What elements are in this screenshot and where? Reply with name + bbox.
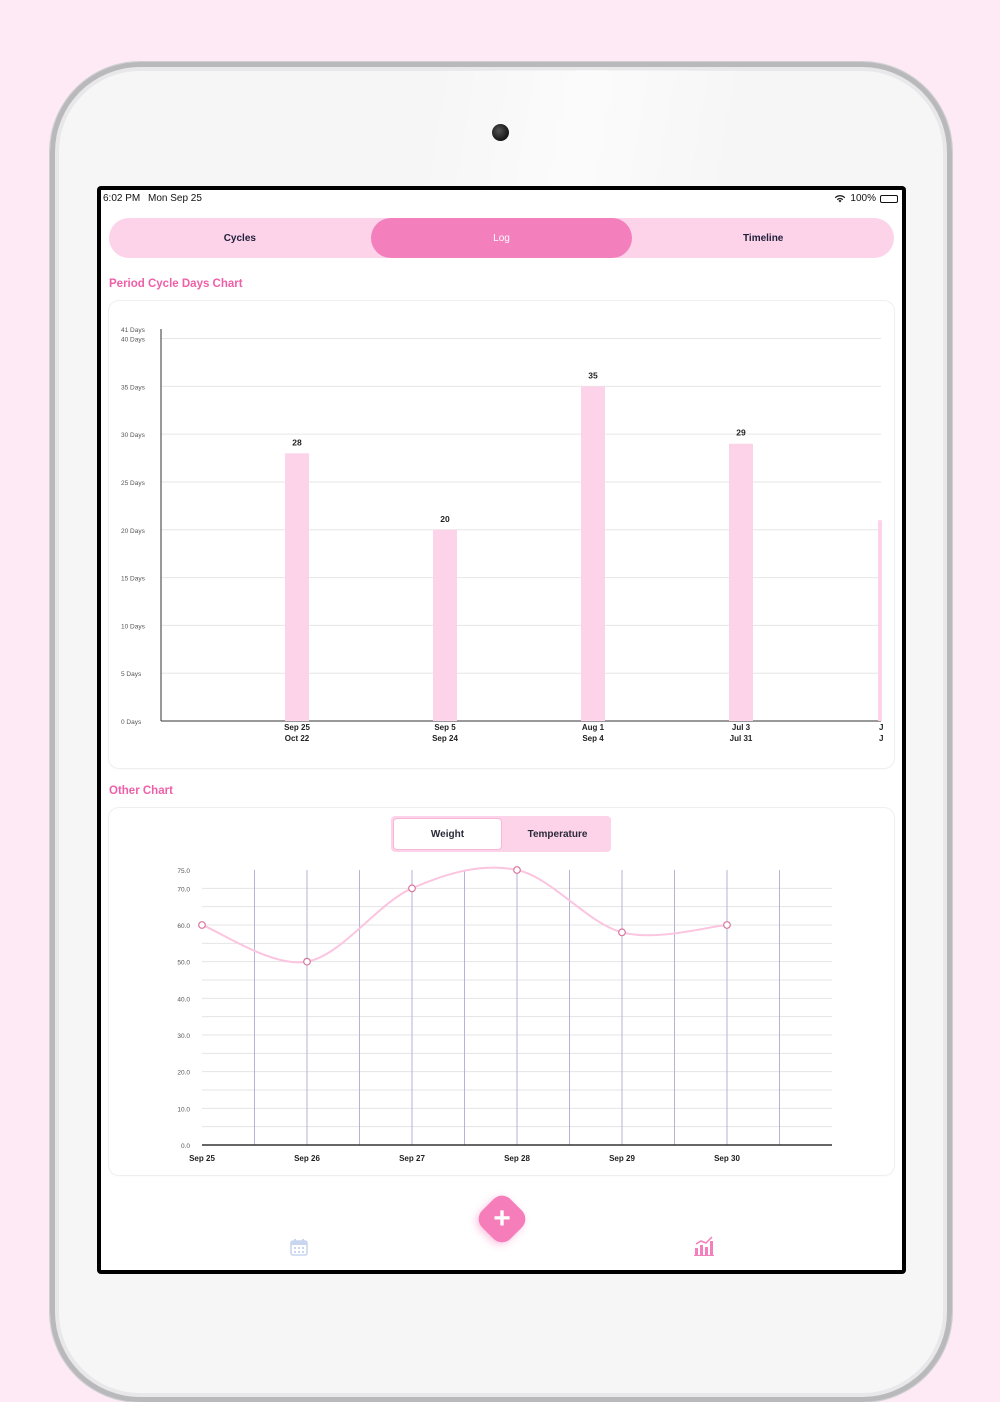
x-tick-label-end: J <box>879 734 884 743</box>
status-bar <box>101 190 902 210</box>
x-tick-label-start: Sep 25 <box>284 723 310 732</box>
y-tick-label: 60.0 <box>177 923 190 930</box>
x-tick-label: Sep 30 <box>714 1154 740 1163</box>
y-tick-label: 35 Days <box>121 384 145 392</box>
status-right <box>834 193 898 204</box>
data-point <box>409 885 416 892</box>
x-tick-label: Sep 26 <box>294 1154 320 1163</box>
battery-percent: 100% <box>850 193 876 204</box>
other-chart-card <box>109 808 894 1175</box>
x-tick-label-start: Aug 1 <box>581 723 605 732</box>
camera <box>492 124 509 141</box>
y-tick-label: 75.0 <box>177 868 190 875</box>
y-tick-label: 20 Days <box>121 527 145 535</box>
x-tick-label-end: Jul 31 <box>729 734 753 743</box>
period-chart-title: Period Cycle Days Chart <box>109 278 243 290</box>
y-tick-label: 30 Days <box>121 432 145 440</box>
bar <box>729 444 753 721</box>
x-tick-label-start: Jul 3 <box>731 723 751 732</box>
bar-value-label: 35 <box>588 370 598 381</box>
data-point <box>619 929 626 936</box>
bar <box>285 453 309 721</box>
data-point <box>304 958 311 965</box>
y-tick-label: 25 Days <box>121 479 145 487</box>
data-point <box>514 867 521 874</box>
y-tick-label: 10 Days <box>121 623 145 631</box>
y-tick-label: 40 Days <box>121 336 145 344</box>
period-chart-card <box>109 301 894 768</box>
bar <box>581 386 605 721</box>
x-tick-label: Sep 28 <box>504 1154 530 1163</box>
toggle-temperature[interactable]: Temperature <box>527 828 588 840</box>
other-chart-title: Other Chart <box>109 785 173 797</box>
chart-type-toggle <box>391 816 611 852</box>
period-cycle-bar-chart <box>109 301 894 768</box>
toggle-weight[interactable]: Weight <box>394 819 501 849</box>
y-tick-label: 40.0 <box>177 996 190 1004</box>
tab-cycles[interactable]: Cycles <box>223 232 256 244</box>
y-tick-label: 0 Days <box>121 719 142 726</box>
app-display <box>101 190 902 1270</box>
y-tick-label: 20.0 <box>177 1069 190 1077</box>
y-tick-label: 10.0 <box>177 1106 190 1114</box>
y-tick-label: 15 Days <box>121 575 145 583</box>
tab-log[interactable]: Log <box>371 218 633 258</box>
x-tick-label-end: Oct 22 <box>284 734 310 743</box>
x-tick-label: Sep 27 <box>399 1154 425 1163</box>
bar-value-label: 20 <box>440 513 450 524</box>
weight-line-chart <box>109 808 894 1175</box>
y-tick-label: 41 Days <box>121 327 145 334</box>
x-tick-label-end: Sep 4 <box>582 734 604 743</box>
status-time: 6:02 PM <box>103 193 141 204</box>
y-tick-label: 30.0 <box>177 1033 190 1040</box>
status-date: Mon Sep 25 <box>148 193 202 204</box>
bar-value-label: 28 <box>292 437 302 448</box>
view-tabs <box>109 218 894 258</box>
bar-chart-icon[interactable] <box>694 1236 714 1256</box>
bar <box>433 530 457 721</box>
y-tick-label: 0.0 <box>180 1143 190 1150</box>
bar <box>878 520 882 721</box>
x-tick-label: Sep 25 <box>189 1154 215 1163</box>
bar-value-label: 29 <box>736 427 746 438</box>
wifi-icon <box>834 194 846 203</box>
data-point <box>724 922 731 929</box>
plus-icon: + <box>493 1202 511 1235</box>
y-tick-label: 70.0 <box>177 886 190 894</box>
x-tick-label-end: Sep 24 <box>432 734 458 743</box>
x-tick-label: Sep 29 <box>609 1154 635 1163</box>
x-tick-label-start: J <box>879 723 884 732</box>
calendar-icon[interactable] <box>290 1238 308 1256</box>
x-tick-label-start: Sep 5 <box>434 723 456 732</box>
battery-icon <box>880 195 898 203</box>
data-point <box>199 922 206 929</box>
tab-timeline[interactable]: Timeline <box>742 232 784 244</box>
y-tick-label: 50.0 <box>177 959 190 967</box>
y-tick-label: 5 Days <box>121 671 142 679</box>
